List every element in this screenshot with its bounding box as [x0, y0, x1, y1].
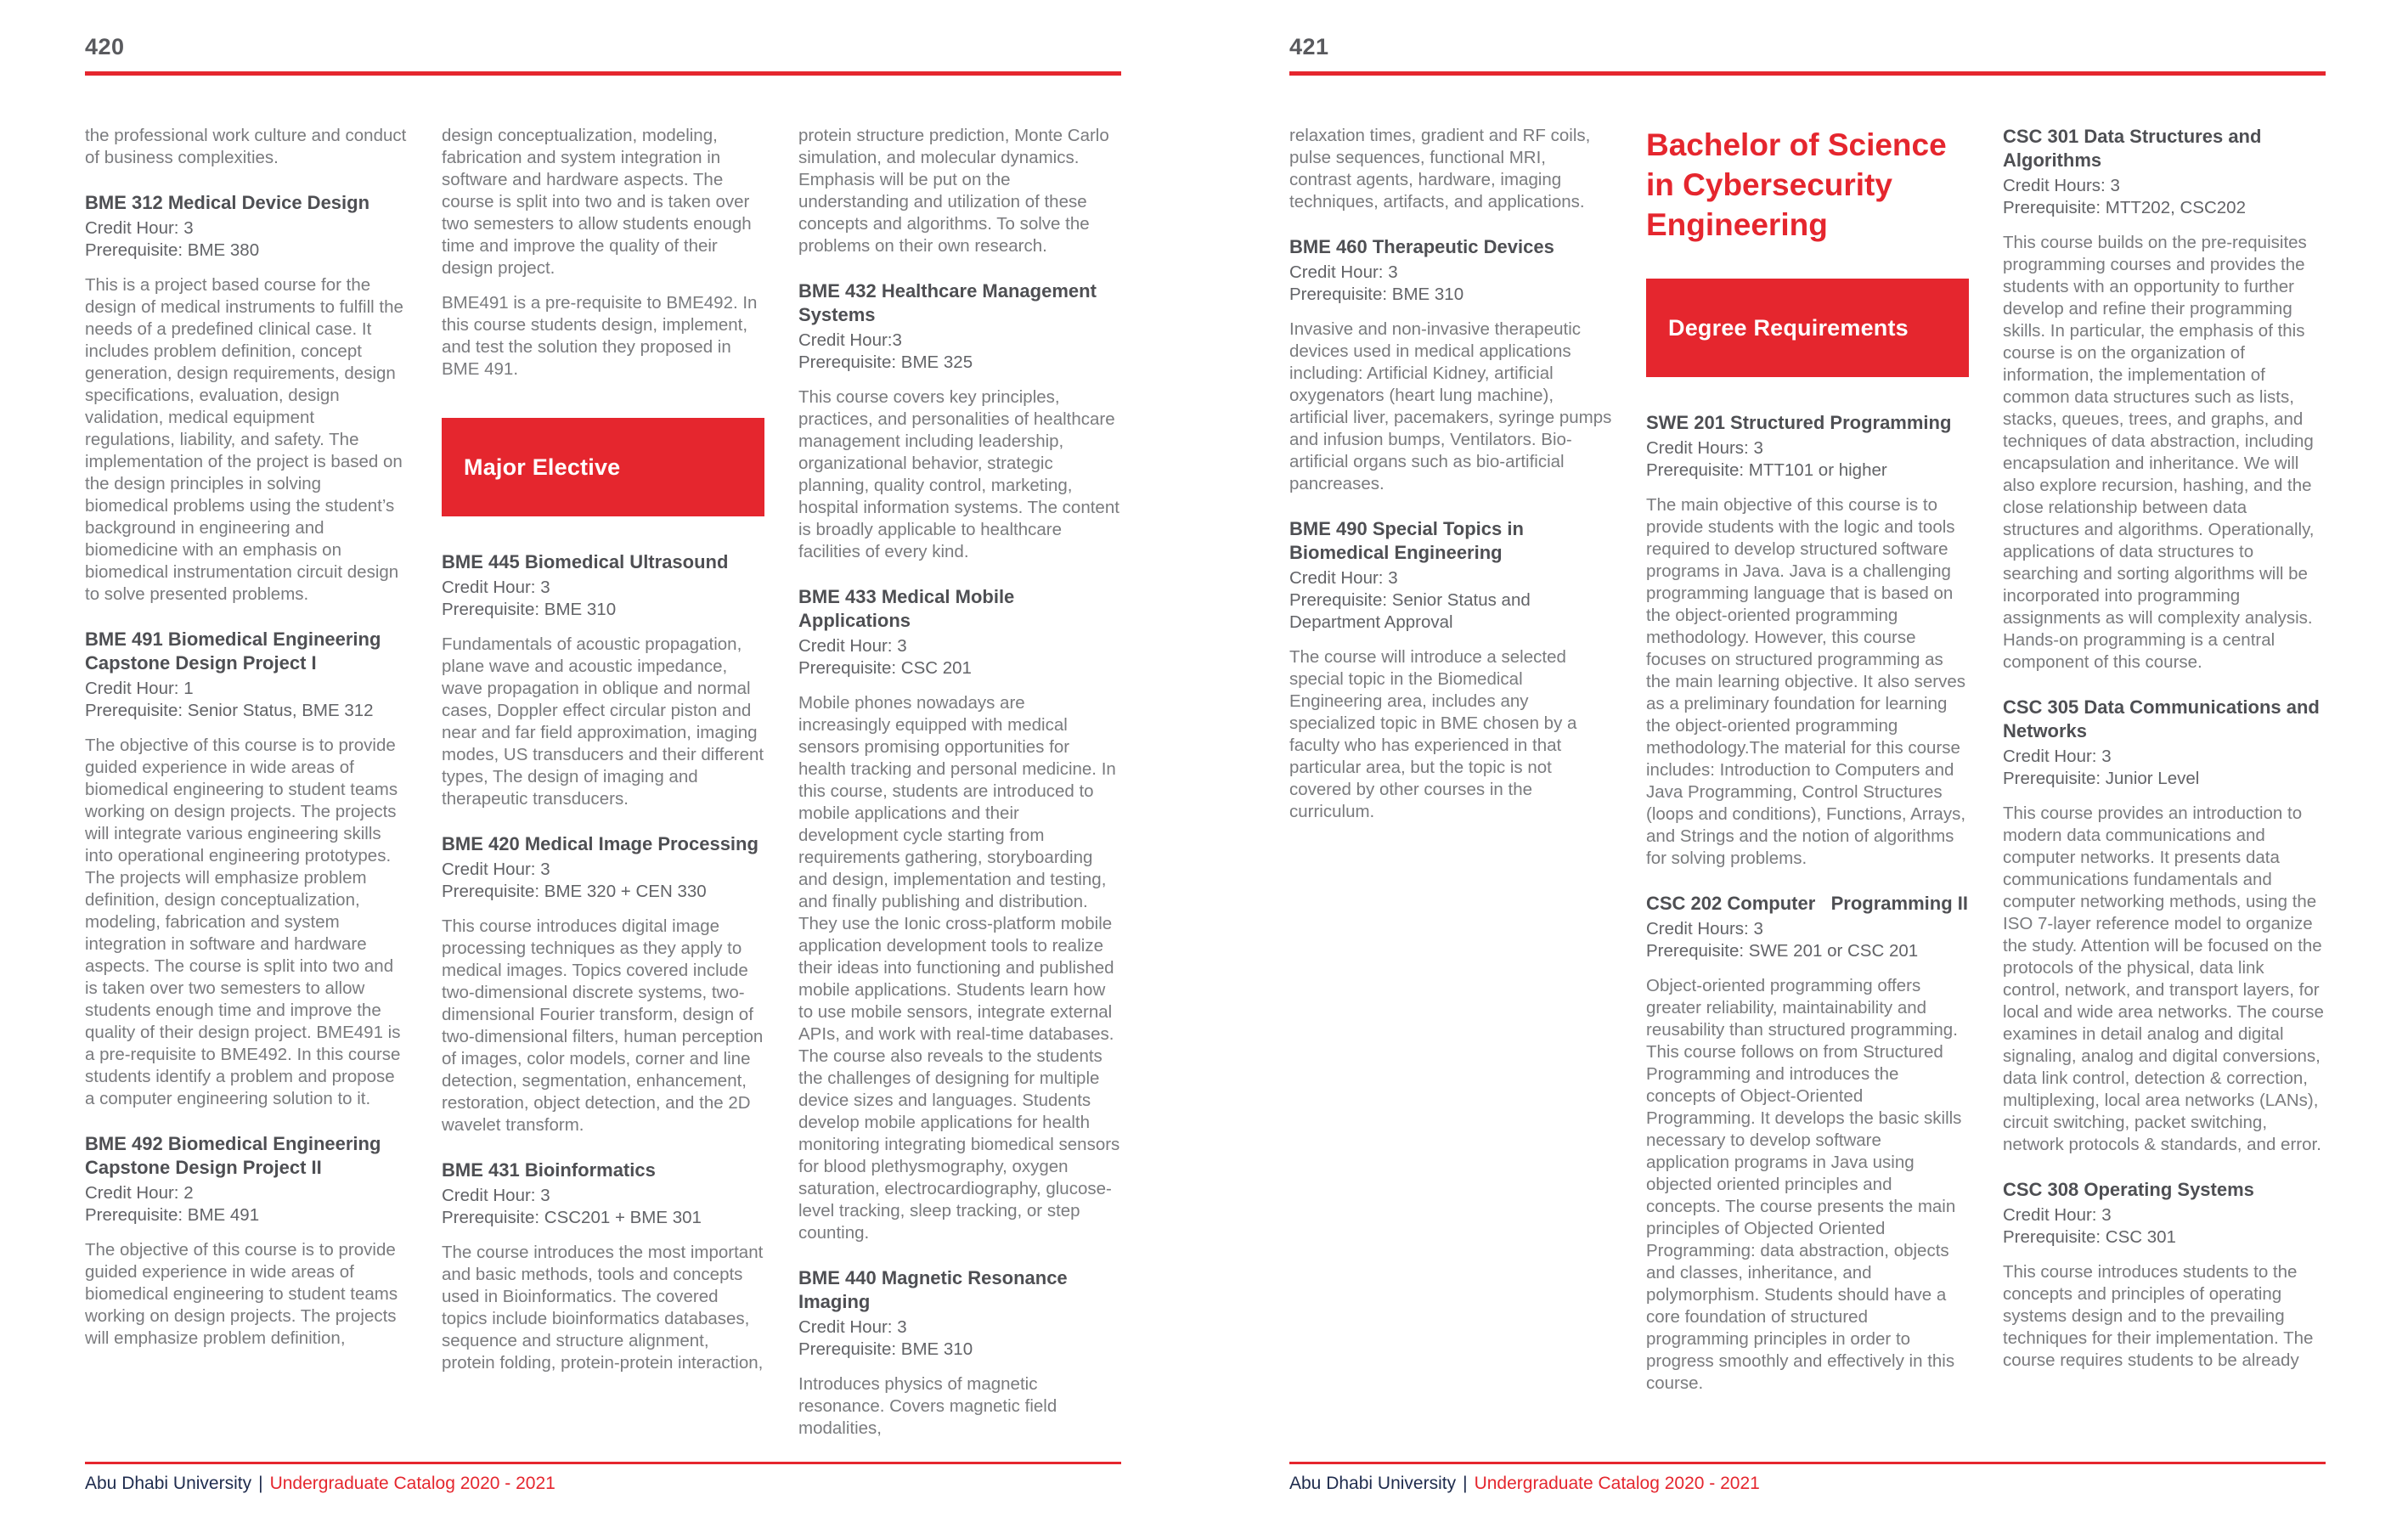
course-entry — [442, 832, 764, 1136]
course-entry — [1646, 411, 1969, 870]
course-title: BME 490 Special Topics in Biomedical Engineering — [1289, 518, 1530, 563]
page-number: 421 — [1289, 34, 1329, 59]
course-description: The main objective of this course is to provide students with the logic and tools required to develop structured software programs in Java. Java is a challenging programming language that is based on the object-oriented programming methodology. However, this course focuses on structured programming as the main learning objective. It also serves as a preliminary foundation for learning the object-oriented programming methodology.The material for this course includes: Introduction to Computers and Java Programming, Control Structures (loops and conditions), Functions, Arrays, and Strings and the notion of algorithms for solving problems. — [1646, 495, 1966, 868]
footer-separator: | — [1463, 1474, 1468, 1493]
footer-rule — [85, 1462, 1121, 1464]
course-meta: Credit Hour: 3 — [442, 860, 550, 879]
course-description: This course provides an introduction to modern data communications and computer networks. It presents data communications fundamentals and computer networking methods, using the ISO 7-layer reference model to organize the study. Attention will be focused on the protocols of the physical, data link control, network, and transport layers, for local and wide area networks. The course examines in detail analog and digital signaling, analog and digital conversions, data link control, detection & correction, multiplexing, local area networks (LANs), circuit switching, packet switching, network protocols & standards, and error. — [2003, 803, 2324, 1154]
footer-catalog: Undergraduate Catalog 2020 - 2021 — [269, 1474, 555, 1493]
catalog-page-421 — [1204, 0, 2408, 1539]
course-description: The objective of this course is to provide guided experience in wide areas of biomedical engineering to student teams working on design projects. The projects will emphasize problem definition, — [85, 1240, 398, 1348]
text-column — [2003, 125, 2326, 1372]
course-meta: Credit Hour: 2 — [85, 1183, 194, 1203]
course-entry — [798, 585, 1121, 1244]
header-rule — [1289, 71, 2326, 76]
course-meta: Prerequisite: MTT101 or higher — [1646, 460, 1887, 480]
text-column — [85, 125, 408, 1350]
course-description: The course will introduce a selected special topic in the Biomedical Engineering area, includes any specialized topic in BME chosen by a faculty who has experienced in that particular area, but the topic is not covered by other courses in the curriculum. — [1289, 647, 1577, 821]
course-description: Introduces physics of magnetic resonance. Covers magnetic field modalities, — [798, 1374, 1057, 1438]
footer — [1289, 1473, 1760, 1495]
course-title: CSC 308 Operating Systems — [2003, 1179, 2254, 1200]
course-meta: Prerequisite: BME 325 — [798, 352, 973, 372]
course-title: BME 420 Medical Image Processing — [442, 833, 758, 854]
columns — [1289, 125, 2326, 1395]
paragraph: protein structure prediction, Monte Carlo simulation, and molecular dynamics. Emphasis will be put on the understanding and utilization of these concepts and algorithms. To solve the problems on their own research. — [798, 126, 1109, 256]
course-meta: Prerequisite: Junior Level — [2003, 769, 2200, 788]
course-meta: Prerequisite: BME 310 — [798, 1339, 973, 1359]
section-banner — [1646, 279, 1969, 377]
course-entry — [2003, 696, 2326, 1156]
course-meta: Credit Hours: 3 — [1646, 438, 1763, 458]
course-meta: Credit Hour: 1 — [85, 679, 194, 698]
course-meta: Credit Hour: 3 — [1289, 568, 1398, 588]
course-description: Invasive and non-invasive therapeutic devices used in medical applications including: Artificial Kidney, artificial oxygenators (heart lung machine), artificial liver, pacemakers, syringe pumps and infusion bumps, Ventilators. Bio-artificial organs such as bio-artificial pancreases. — [1289, 319, 1612, 493]
course-entry — [442, 1158, 764, 1374]
program-title: Bachelor of Science in Cybersecurity Engineering — [1646, 127, 1947, 242]
course-entry — [2003, 1178, 2326, 1372]
course-meta: Prerequisite: CSC 301 — [2003, 1227, 2176, 1247]
page-inner — [1289, 0, 2326, 1539]
course-meta: Prerequisite: CSC201 + BME 301 — [442, 1208, 702, 1227]
course-meta: Prerequisite: BME 380 — [85, 240, 260, 260]
course-title: BME 440 Magnetic Resonance Imaging — [798, 1267, 1073, 1312]
course-meta: Prerequisite: SWE 201 or CSC 201 — [1646, 941, 1919, 961]
course-meta: Prerequisite: BME 320 + CEN 330 — [442, 882, 707, 901]
course-description: Mobile phones nowadays are increasingly equipped with medical sensors promising opportunities for health tracking and personal medicine. In this course, students are introduced to mobile applications and their development cycle starting from requirements gathering, storyboarding and design, implementation and testing, and finally publishing and distribution. They use the Ionic cross-platform mobile application development tools to realize their ideas into functioning and published mobile applications. Students learn how to use mobile sensors, integrate external APIs, and work with real-time databases. The course also reveals to the students the challenges of designing for multiple device sizes and languages. Students develop mobile applications for health monitoring integrating biomedical sensors for blood plethysmography, oxygen saturation, electrocardiography, glucose-level tracking, sleep tracking, or step counting. — [798, 693, 1120, 1243]
course-description: This is a project based course for the design of medical instruments to fulfill the needs of a predefined clinical case. It includes problem definition, concept generation, design requirements, design specifications, evaluation, design validation, medical equipment regulations, liability, and safety. The implementation of the project is based on the design principles in solving biomedical problems using the student’s background in engineering and biomedicine with an emphasis on biomedical instrumentation circuit design to solve presented problems. — [85, 275, 403, 604]
paragraph: relaxation times, gradient and RF coils, pulse sequences, functional MRI, contrast agents, hardware, imaging techniques, artifacts, and applications. — [1289, 126, 1591, 211]
course-meta: Credit Hour:3 — [798, 330, 902, 350]
course-entry — [85, 191, 408, 606]
header-rule — [85, 71, 1121, 76]
course-meta: Prerequisite: Senior Status, BME 312 — [85, 701, 374, 720]
course-title: CSC 305 Data Communications and Networks — [2003, 696, 2325, 741]
course-description: Object-oriented programming offers greater reliability, maintainability and reusability than structured programming. This course follows on from Structured Programming and introduces the concepts of Object-Oriented Programming. It develops the basic skills necessary to develop software application programs in Java using objected oriented principles and concepts. The course presents the main principles of Objected Oriented Programming: data abstraction, objects and classes, inheritance, and polymorphism. Students should have a core foundation of structured programming principles in order to progress smoothly and effectively in this course. — [1646, 976, 1962, 1393]
columns — [85, 125, 1121, 1440]
course-description: This course introduces digital image processing techniques as they apply to medical images. Topics covered include two-dimensional discrete systems, two-dimensional Fourier transform, design of two-dimensional filters, human perception of images, color models, corner and line detection, segmentation, enhancement, restoration, object detection, and the 2D wavelet transform. — [442, 916, 764, 1135]
page-inner — [85, 0, 1121, 1539]
page-number: 420 — [85, 34, 125, 59]
course-title: BME 492 Biomedical Engineering Capstone Design Project II — [85, 1133, 386, 1178]
course-meta: Prerequisite: Senior Status and Department Approval — [1289, 590, 1531, 632]
section-banner-label: Major Elective — [464, 454, 621, 480]
text-column — [798, 125, 1121, 1440]
course-description: This course introduces students to the concepts and principles of operating systems design and to the prevailing techniques for their implementation. The course requires students to be already — [2003, 1262, 2314, 1370]
course-entry — [1646, 892, 1969, 1395]
course-meta: Credit Hour: 3 — [798, 1317, 907, 1337]
course-description: The course introduces the most important and basic methods, tools and concepts used in Bioinformatics. The covered topics include bioinformatics databases, sequence and structure alignment, protein folding, protein-protein interaction, — [442, 1243, 764, 1373]
course-title: BME 491 Biomedical Engineering Capstone Design Project I — [85, 629, 386, 674]
text-column — [442, 125, 764, 1374]
footer-rule — [1289, 1462, 2326, 1464]
course-meta: Prerequisite: BME 491 — [85, 1205, 260, 1225]
course-description: This course covers key principles, practices, and personalities of healthcare management including leadership, organizational behavior, strategic planning, quality control, marketing, hospital information systems. The content is broadly applicable to healthcare facilities of every kind. — [798, 387, 1119, 561]
course-meta: Prerequisite: MTT202, CSC202 — [2003, 198, 2246, 217]
course-entry — [85, 1132, 408, 1350]
course-entry — [2003, 125, 2326, 674]
course-meta: Prerequisite: BME 310 — [442, 600, 617, 619]
course-description: The objective of this course is to provide guided experience in wide areas of biomedical engineering to student teams working on design projects. The projects will integrate various engineering skills into operational engineering prototypes. The projects will emphasize problem definition, design conceptualization, modeling, fabrication and system integration in software and hardware aspects. The course is split into two and is taken over two semesters to allow students enough time and improve the quality of their design project. BME491 is a pre-requisite to BME492. In this course students identify a problem and propose a computer engineering solution to it. — [85, 736, 401, 1108]
course-title: BME 460 Therapeutic Devices — [1289, 236, 1554, 257]
course-entry — [85, 628, 408, 1110]
course-entry — [442, 550, 764, 810]
text-column — [1646, 125, 1969, 1395]
course-meta: Prerequisite: CSC 201 — [798, 658, 972, 678]
course-entry — [798, 279, 1121, 563]
text-column — [1289, 125, 1612, 823]
course-meta: Credit Hour: 3 — [442, 578, 550, 597]
course-meta: Credit Hour: 3 — [1289, 262, 1398, 282]
footer-catalog: Undergraduate Catalog 2020 - 2021 — [1474, 1474, 1760, 1493]
course-title: BME 433 Medical Mobile Applications — [798, 586, 1019, 631]
course-meta: Credit Hour: 3 — [2003, 747, 2112, 766]
course-entry — [798, 1266, 1121, 1440]
section-banner — [442, 418, 764, 516]
course-meta: Credit Hour: 3 — [2003, 1205, 2112, 1225]
course-entry — [1289, 235, 1612, 495]
course-meta: Credit Hour: 3 — [798, 636, 907, 656]
footer-separator: | — [258, 1474, 263, 1493]
course-description: This course builds on the pre-requisites programming courses and provides the students with an opportunity to further develop and refine their programming skills. In particular, the emphasis of this course is on the organization of information, the implementation of common data structures such as lists, stacks, queues, trees, and graphs, and techniques of data abstraction, including encapsulation and inheritance. We will also explore recursion, hashing, and the close relationship between data structures and algorithms. Operationally, applications of data structures to searching and sorting algorithms will be incorporated into programming assignments as will complexity analysis. Hands-on programming is a central component of this course. — [2003, 233, 2315, 672]
course-title: BME 431 Bioinformatics — [442, 1159, 656, 1181]
course-title: CSC 301 Data Structures and Algorithms — [2003, 126, 2266, 171]
course-title: BME 432 Healthcare Management Systems — [798, 280, 1102, 325]
section-banner-label: Degree Requirements — [1668, 314, 1909, 341]
footer — [85, 1473, 555, 1495]
course-meta: Prerequisite: BME 310 — [1289, 285, 1464, 304]
course-description: Fundamentals of acoustic propagation, plane wave and acoustic impedance, wave propagation in oblique and normal cases, Doppler effect circular piston and near and far field approximation, imaging modes, US transducers and their different types, The design of imaging and therapeutic transducers. — [442, 634, 764, 809]
footer-university: Abu Dhabi University — [1289, 1474, 1457, 1493]
course-title: SWE 201 Structured Programming — [1646, 412, 1952, 433]
course-meta: Credit Hour: 3 — [85, 218, 194, 238]
course-meta: Credit Hour: 3 — [442, 1186, 550, 1205]
paragraph: design conceptualization, modeling, fabrication and system integration in software and hardware aspects. The course is split into two and is taken over two semesters to allow students enough time and improve the quality of their design project. — [442, 126, 752, 278]
paragraph: the professional work culture and conduct of business complexities. — [85, 126, 407, 167]
course-title: BME 445 Biomedical Ultrasound — [442, 551, 729, 572]
course-title: BME 312 Medical Device Design — [85, 192, 370, 213]
course-entry — [1289, 517, 1612, 823]
course-meta: Credit Hours: 3 — [1646, 919, 1763, 939]
paragraph: BME491 is a pre-requisite to BME492. In this course students design, implement, and test the solution they proposed in BME 491. — [442, 293, 758, 379]
footer-university: Abu Dhabi University — [85, 1474, 252, 1493]
course-title: CSC 202 Computer Programming II — [1646, 893, 1968, 914]
course-meta: Credit Hours: 3 — [2003, 176, 2120, 195]
